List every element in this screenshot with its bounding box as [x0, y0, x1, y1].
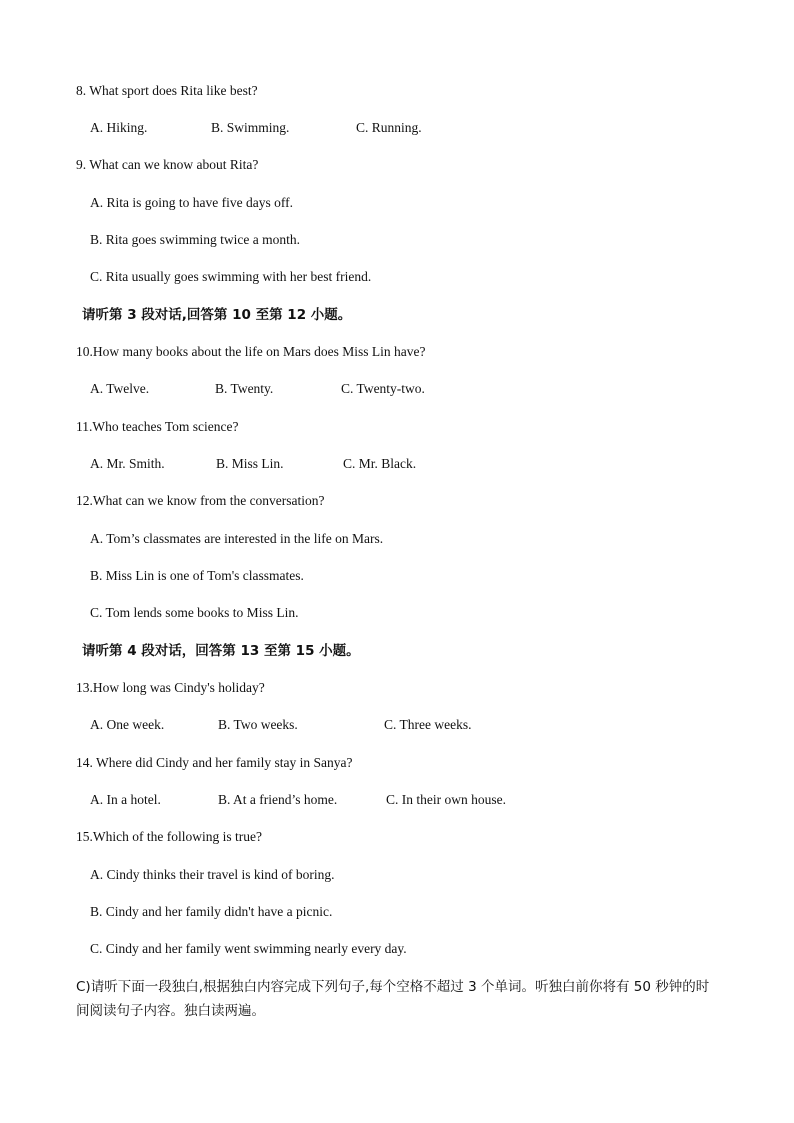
option-c: C. Rita usually goes swimming with her best friend.: [90, 269, 372, 284]
option-c: C. Three weeks.: [384, 717, 472, 732]
question-8: 8. What sport does Rita like best?: [76, 83, 258, 98]
option-a: A. Cindy thinks their travel is kind of boring.: [90, 867, 335, 882]
question-10: 10.How many books about the life on Mars does Miss Lin have?: [76, 344, 426, 359]
option-a: A. One week.: [90, 717, 165, 732]
option-a: A. Mr. Smith.: [90, 456, 165, 471]
question-14: 14. Where did Cindy and her family stay in Sanya?: [76, 755, 353, 770]
option-a: A. Tom’s classmates are interested in the life on Mars.: [90, 531, 384, 546]
option-b: B. Cindy and her family didn't have a picnic.: [90, 904, 333, 919]
option-c: C. Twenty-two.: [341, 381, 425, 396]
option-b: B. At a friend’s home.: [218, 792, 338, 807]
option-b: B. Miss Lin is one of Tom's classmates.: [90, 568, 304, 583]
section-heading-dialog-3: 请听第 3 段对话,回答第 10 至第 12 小题。: [82, 307, 352, 323]
option-c: C. Tom lends some books to Miss Lin.: [90, 605, 299, 620]
option-a: A. Twelve.: [90, 381, 150, 396]
option-b: B. Twenty.: [215, 381, 274, 396]
question-12: 12.What can we know from the conversation?: [76, 493, 325, 508]
option-b: B. Miss Lin.: [216, 456, 284, 471]
instruction-c-line-2: 间阅读句子内容。独白读两遍。: [76, 1003, 265, 1019]
option-a: A. In a hotel.: [90, 792, 161, 807]
option-c: C. Running.: [356, 120, 422, 135]
question-13: 13.How long was Cindy's holiday?: [76, 680, 265, 695]
question-9: 9. What can we know about Rita?: [76, 157, 259, 172]
option-c: C. Mr. Black.: [343, 456, 417, 471]
question-11: 11.Who teaches Tom science?: [76, 419, 239, 434]
section-heading-dialog-4: 请听第 4 段对话，回答第 13 至第 15 小题。: [82, 643, 360, 659]
instruction-c-line-1: C)请听下面一段独白,根据独白内容完成下列句子,每个空格不超过 3 个单词。听独白前你将有 50 秒钟的时: [76, 979, 710, 995]
option-c: C. Cindy and her family went swimming nearly every day.: [90, 941, 407, 956]
question-15: 15.Which of the following is true?: [76, 829, 262, 844]
option-b: B. Two weeks.: [218, 717, 298, 732]
option-b: B. Rita goes swimming twice a month.: [90, 232, 300, 247]
option-a: A. Hiking.: [90, 120, 148, 135]
option-c: C. In their own house.: [386, 792, 506, 807]
option-a: A. Rita is going to have five days off.: [90, 195, 293, 210]
option-b: B. Swimming.: [211, 120, 290, 135]
